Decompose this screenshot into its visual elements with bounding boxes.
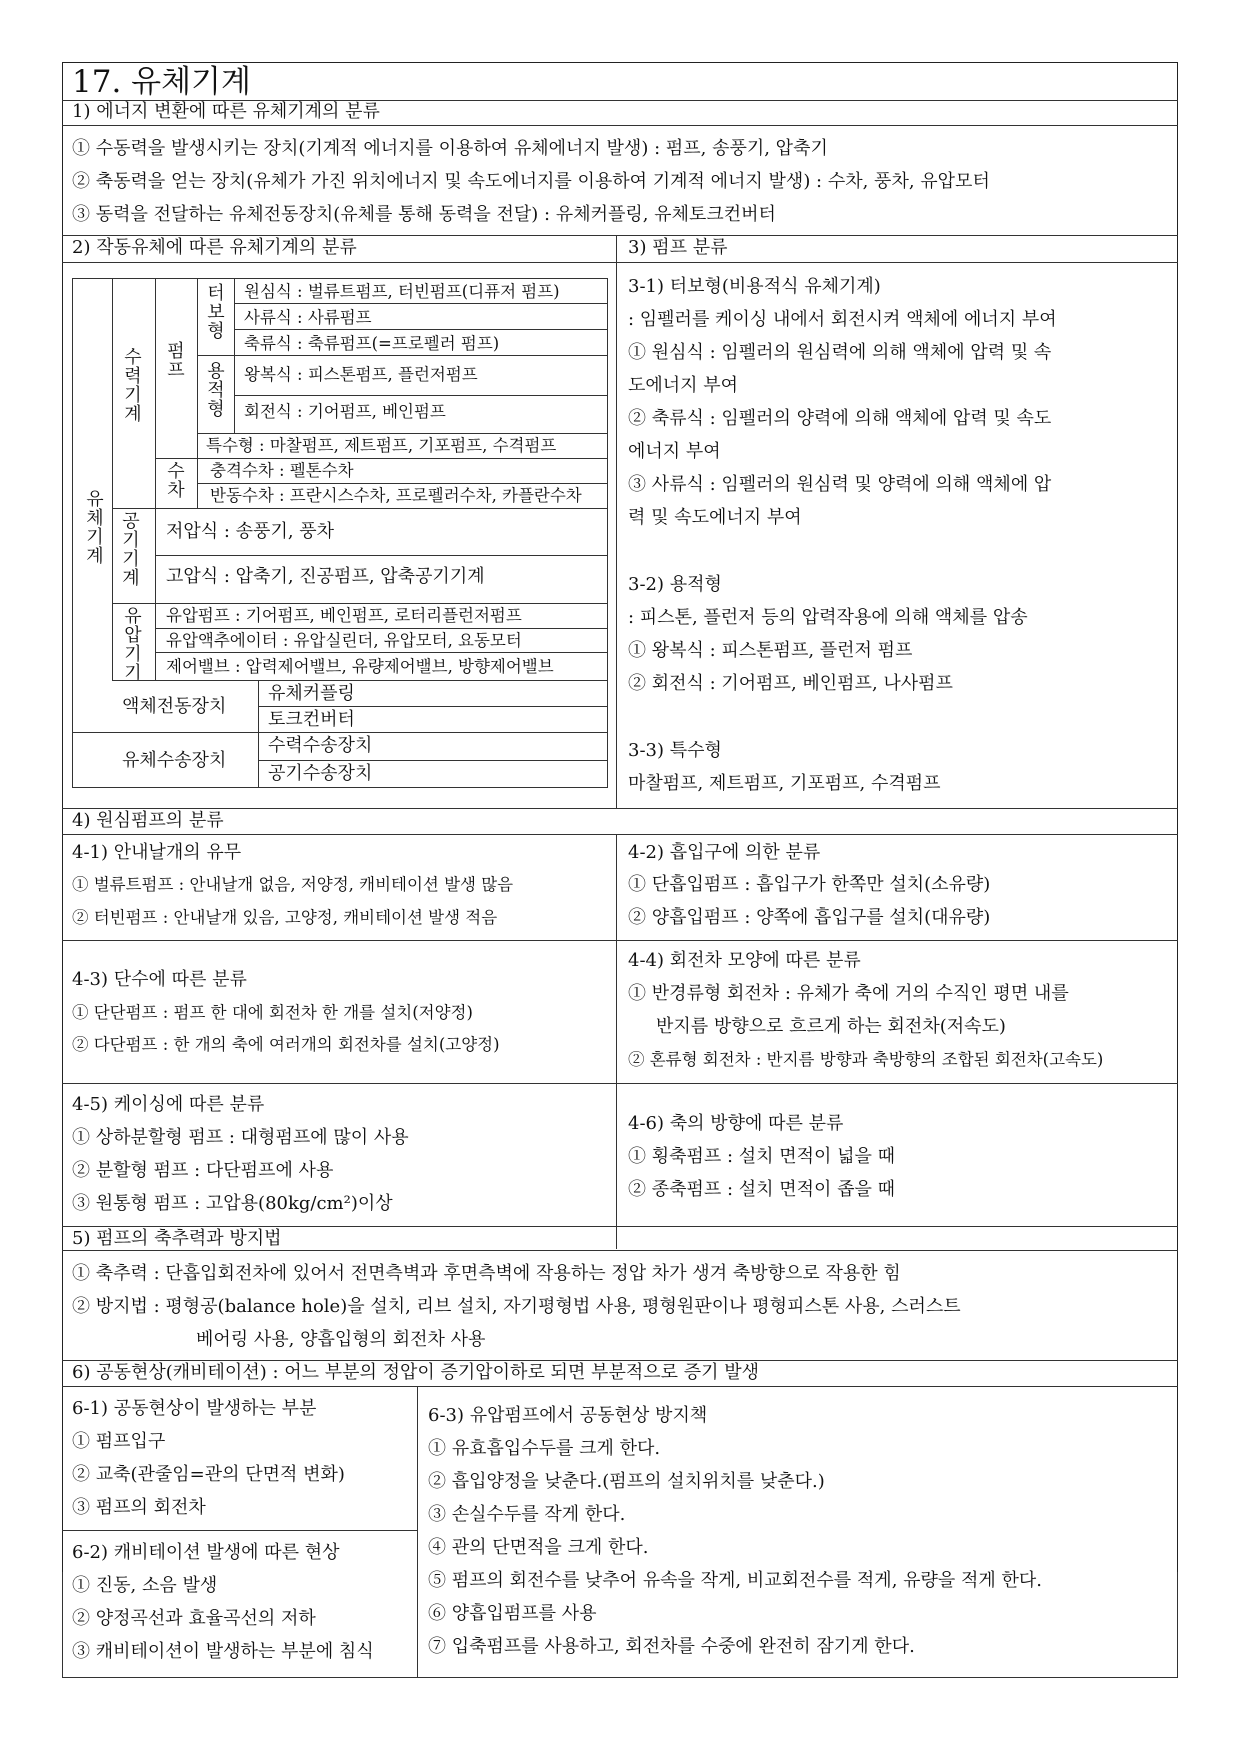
s4-1-line: ① 벌류트펌프 : 안내날개 없음, 저양정, 캐비테이션 발생 많음 (72, 875, 514, 894)
tree-line (197, 483, 608, 484)
tree-liquid-label: 액체전동장치 (122, 696, 227, 717)
tree-row: 축류식 : 축류펌프(=프로펠러 펌프) (244, 334, 500, 353)
s4-header: 4) 원심펌프의 분류 (72, 810, 224, 831)
s4-5-title: 4-5) 케이싱에 따른 분류 (72, 1094, 265, 1115)
s4-2-line: ② 양흡입펌프 : 양쪽에 흡입구를 설치(대유량) (628, 907, 991, 928)
tree-line (72, 732, 608, 733)
tree-line (112, 278, 113, 680)
s3-line: ② 축류식 : 임펠러의 양력에 의해 액체에 압력 및 속도 (628, 408, 1052, 429)
s1-header: 1) 에너지 변환에 따른 유체기계의 분류 (72, 101, 380, 122)
tree-line (234, 303, 608, 304)
tree-transport-label: 유체수송장치 (122, 750, 227, 771)
tree-row: 유압액추에이터 : 유압실린더, 유압모터, 요동모터 (166, 631, 522, 650)
tree-line (258, 680, 259, 788)
s4-1-line: ② 터빈펌프 : 안내날개 있음, 고양정, 캐비테이션 발생 적음 (72, 908, 498, 927)
tree-line (197, 355, 608, 356)
s3-line: : 임펠러를 케이싱 내에서 회전시켜 액체에 에너지 부여 (628, 309, 1057, 330)
tree-row: 반동수차 : 프란시스수차, 프로펠러수차, 카플란수차 (210, 486, 582, 505)
s4-3-line: ② 다단펌프 : 한 개의 축에 여러개의 회전차를 설치(고양정) (72, 1035, 500, 1054)
s4-6-line: ② 종축펌프 : 설치 면적이 좁을 때 (628, 1179, 896, 1200)
s3-line: ① 원심식 : 임펠러의 원심력에 의해 액체에 압력 및 속 (628, 342, 1052, 363)
s3-line: 마찰펌프, 제트펌프, 기포펌프, 수격펌프 (628, 773, 941, 794)
tree-transport-item: 공기수송장치 (268, 763, 373, 784)
divider (62, 808, 1178, 809)
s6-3-line: ① 유효흡입수두를 크게 한다. (428, 1438, 661, 1459)
tree-yuap-label: 유압기기 (124, 606, 142, 684)
s6-2-line: ① 진동, 소음 발생 (72, 1575, 218, 1596)
divider (62, 1530, 417, 1531)
tree-liquid-item: 유체커플링 (268, 683, 355, 704)
tree-line (112, 680, 608, 681)
tree-row: 고압식 : 압축기, 진공펌프, 압축공기기계 (166, 566, 485, 587)
s6-2-title: 6-2) 캐비테이션 발생에 따른 현상 (72, 1542, 340, 1563)
s3-line: ① 왕복식 : 피스톤펌프, 플런저 펌프 (628, 640, 913, 661)
tree-line (155, 278, 156, 508)
tree-suryeok-label: 수력기계 (124, 347, 142, 425)
tree-line (155, 603, 156, 680)
s3-line: 3-3) 특수형 (628, 740, 722, 761)
tree-row: 회전식 : 기어펌프, 베인펌프 (244, 402, 446, 421)
tree-line (112, 508, 608, 509)
tree-line (155, 652, 608, 653)
s6-3-line: ④ 관의 단면적을 크게 한다. (428, 1537, 649, 1558)
divider (62, 1360, 1178, 1361)
s3-line: 도에너지 부여 (628, 375, 739, 396)
tree-line (234, 329, 608, 330)
divider (62, 125, 1178, 126)
s3-line: : 피스톤, 플런저 등의 압력작용에 의해 액체를 압송 (628, 607, 1028, 628)
s4-2-line: ① 단흡입펌프 : 흡입구가 한쪽만 설치(소유량) (628, 874, 991, 895)
tree-row: 제어밸브 : 압력제어밸브, 유량제어밸브, 방향제어밸브 (166, 657, 554, 676)
tree-row: 유압펌프 : 기어펌프, 베인펌프, 로터리플런저펌프 (166, 606, 522, 625)
tree-line (234, 395, 608, 396)
s3-line: 력 및 속도에너지 부여 (628, 507, 802, 528)
s3-line: 에너지 부여 (628, 441, 721, 462)
s5-line: ② 방지법 : 평형공(balance hole)을 설치, 리브 설치, 자기평형법 사용, 평형원판이나 평형피스톤 사용, 스러스트 (72, 1296, 961, 1317)
s1-line: ③ 동력을 전달하는 유체전동장치(유체를 통해 동력을 전달) : 유체커플링, 유체토크컨버터 (72, 204, 776, 225)
tree-line (112, 603, 608, 604)
s4-4-title: 4-4) 회전차 모양에 따른 분류 (628, 950, 861, 971)
tree-su-label: 수차 (167, 461, 185, 501)
tree-pump-label: 펌프 (167, 341, 185, 381)
s4-5-line: ② 분할형 펌프 : 다단펌프에 사용 (72, 1160, 334, 1181)
tree-row: 왕복식 : 피스톤펌프, 플런저펌프 (244, 365, 478, 384)
s5-header: 5) 펌프의 축추력과 방지법 (72, 1228, 282, 1249)
s6-3-line: ⑥ 양흡입펌프를 사용 (428, 1603, 597, 1624)
tree-line (155, 555, 608, 556)
s6-3-line: ⑤ 펌프의 회전수를 낮추어 유속을 작게, 비교회전수를 적게, 유량을 적게 한다. (428, 1570, 1043, 1591)
page-title: 17. 유체기계 (72, 64, 251, 100)
divider (62, 1250, 1178, 1251)
s4-2-title: 4-2) 흡입구에 의한 분류 (628, 842, 821, 863)
tree-row: 원심식 : 벌류트펌프, 터빈펌프(디퓨저 펌프) (244, 282, 560, 301)
s4-3-title: 4-3) 단수에 따른 분류 (72, 969, 247, 990)
s6-1-line: ② 교축(관줄임=관의 단면적 변화) (72, 1464, 345, 1485)
s4-3-line: ① 단단펌프 : 펌프 한 대에 회전차 한 개를 설치(저양정) (72, 1003, 473, 1022)
tree-liquid-item: 토크컨버터 (268, 709, 355, 730)
tree-yongjeok-label: 용적형 (207, 361, 225, 420)
tree-row: 특수형 : 마찰펌프, 제트펌프, 기포펌프, 수격펌프 (206, 436, 557, 455)
s4-4-line: ② 혼류형 회전차 : 반지름 방향과 축방향의 조합된 회전차(고속도) (628, 1050, 1104, 1069)
column-divider (616, 235, 617, 808)
s3-line: ② 회전식 : 기어펌프, 베인펌프, 나사펌프 (628, 673, 953, 694)
s5-line: ① 축추력 : 단흡입회전차에 있어서 전면측벽과 후면측벽에 작용하는 정압 차가 생겨 축방향으로 작용한 힘 (72, 1263, 901, 1284)
s6-1-line: ① 펌프입구 (72, 1431, 166, 1452)
tree-transport-item: 수력수송장치 (268, 735, 373, 756)
divider (62, 262, 1178, 263)
divider (62, 940, 1178, 941)
tree-gonggi-label: 공기기계 (122, 511, 140, 589)
s4-5-line: ③ 원통형 펌프 : 고압용(80kg/cm²)이상 (72, 1193, 393, 1214)
s1-line: ① 수동력을 발생시키는 장치(기계적 에너지를 이용하여 유체에너지 발생) : 펌프, 송풍기, 압축기 (72, 138, 828, 159)
tree-line (197, 433, 608, 434)
column-divider (417, 1386, 418, 1572)
s3-line: ③ 사류식 : 임펠러의 원심력 및 양력에 의해 액체에 압 (628, 474, 1052, 495)
s6-3-line: ② 흡입양정을 낮춘다.(펌프의 설치위치를 낮춘다.) (428, 1471, 825, 1492)
divider (62, 1386, 1178, 1387)
tree-line (197, 278, 198, 458)
s2-header: 2) 작동유체에 따른 유체기계의 분류 (72, 237, 357, 258)
tree-line (155, 628, 608, 629)
s4-6-line: ① 횡축펌프 : 설치 면적이 넓을 때 (628, 1146, 896, 1167)
tree-line (258, 760, 608, 761)
s4-5-line: ① 상하분할형 펌프 : 대형펌프에 많이 사용 (72, 1127, 409, 1148)
tree-turbo-label: 터보형 (207, 283, 225, 342)
s3-header: 3) 펌프 분류 (628, 237, 728, 258)
column-divider (616, 834, 617, 1249)
s6-2-line: ③ 캐비테이션이 발생하는 부분에 침식 (72, 1641, 374, 1662)
s6-3-title: 6-3) 유압펌프에서 공동현상 방지책 (428, 1405, 708, 1426)
s4-4-line: ① 반경류형 회전차 : 유체가 축에 거의 수직인 평면 내를 (628, 983, 1069, 1004)
tree-row: 사류식 : 사류펌프 (244, 308, 372, 327)
s4-4-line: 반지름 방향으로 흐르게 하는 회전차(저속도) (656, 1016, 1006, 1037)
tree-line (155, 458, 608, 459)
s6-3-line: ③ 손실수두를 작게 한다. (428, 1504, 626, 1525)
column-divider (417, 1572, 418, 1677)
s6-2-line: ② 양정곡선과 효율곡선의 저하 (72, 1608, 316, 1629)
s4-1-title: 4-1) 안내날개의 유무 (72, 842, 242, 863)
divider (62, 1083, 1178, 1084)
s6-1-title: 6-1) 공동현상이 발생하는 부분 (72, 1398, 317, 1419)
tree-row: 충격수차 : 펠톤수차 (210, 461, 354, 480)
s5-line: 베어링 사용, 양흡입형의 회전차 사용 (196, 1329, 486, 1350)
tree-line (258, 706, 608, 707)
frame-edge (62, 1572, 63, 1677)
s3-line: 3-1) 터보형(비용적식 유체기계) (628, 276, 881, 297)
s6-1-line: ③ 펌프의 회전차 (72, 1497, 206, 1518)
s3-line: 3-2) 용적형 (628, 574, 722, 595)
s6-3-line: ⑦ 입축펌프를 사용하고, 회전차를 수중에 완전히 잠기게 한다. (428, 1636, 915, 1657)
divider (62, 1677, 1178, 1678)
s6-header: 6) 공동현상(캐비테이션) : 어느 부분의 정압이 증기압이하로 되면 부분적으로 증기 발생 (72, 1362, 759, 1383)
divider (62, 834, 1178, 835)
frame-edge (1177, 1572, 1178, 1677)
divider (62, 235, 1178, 236)
tree-row: 저압식 : 송풍기, 풍차 (166, 521, 335, 542)
tree-root-label: 유체기계 (86, 489, 104, 567)
s4-6-title: 4-6) 축의 방향에 따른 분류 (628, 1113, 844, 1134)
s1-line: ② 축동력을 얻는 장치(유체가 가진 위치에너지 및 속도에너지를 이용하여 기계적 에너지 발생) : 수차, 풍차, 유압모터 (72, 171, 990, 192)
divider (62, 1226, 1178, 1227)
